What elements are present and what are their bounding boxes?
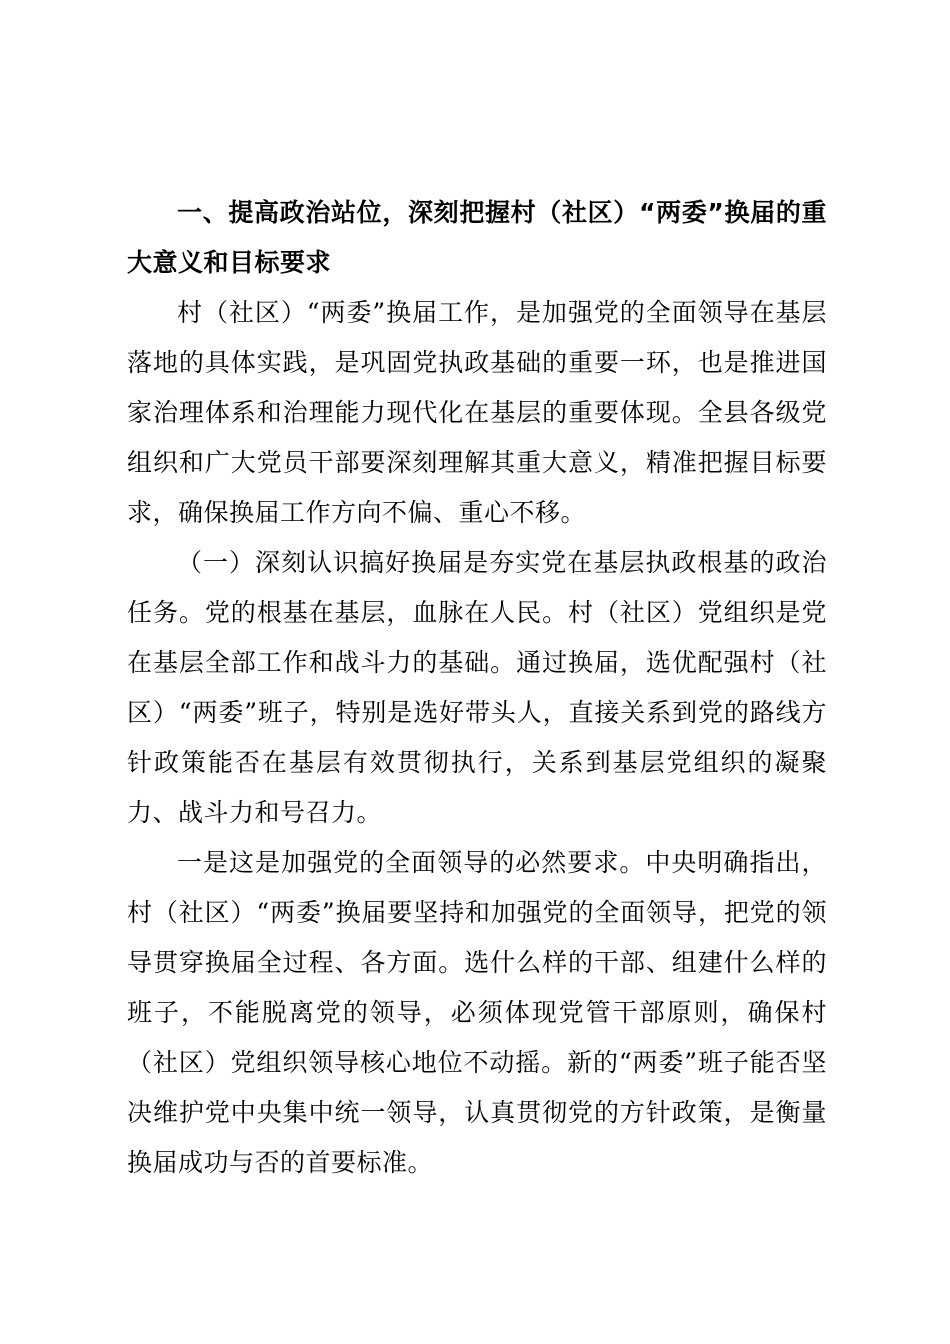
paragraph-intro: 村（社区）“两委”换届工作，是加强党的全面领导在基层落地的具体实践，是巩固党执政基础的重要一环，也是推进国家治理体系和治理能力现代化在基层的重要体现。全县各级党组织和广大党员干部要深刻理解其重大意义，精准把握目标要求，确保换届工作方向不偏、重心不移。	[127, 298, 827, 527]
document-body	[127, 188, 827, 1188]
paragraph-subsection-one: （一）深刻认识搞好换届是夯实党在基层执政根基的政治任务。党的根基在基层，血脉在人民。村（社区）党组织是党在基层全部工作和战斗力的基础。通过换届，选优配强村（社区）“两委”班子，特别是选好带头人，直接关系到党的路线方针政策能否在基层有效贯彻执行，关系到基层党组织的凝聚力、战斗力和号召力。	[127, 548, 827, 827]
paragraph-point-one: 一是这是加强党的全面领导的必然要求。中央明确指出，村（社区）“两委”换届要坚持和加强党的全面领导，把党的领导贯穿换届全过程、各方面。选什么样的干部、组建什么样的班子，不能脱离党的领导，必须体现党管干部原则，确保村（社区）党组织领导核心地位不动摇。新的“两委”班子能否坚决维护党中央集中统一领导，认真贯彻党的方针政策，是衡量换届成功与否的首要标准。	[127, 848, 827, 1177]
section-heading: 一、提高政治站位，深刻把握村（社区）“两委”换届的重大意义和目标要求	[127, 198, 827, 277]
